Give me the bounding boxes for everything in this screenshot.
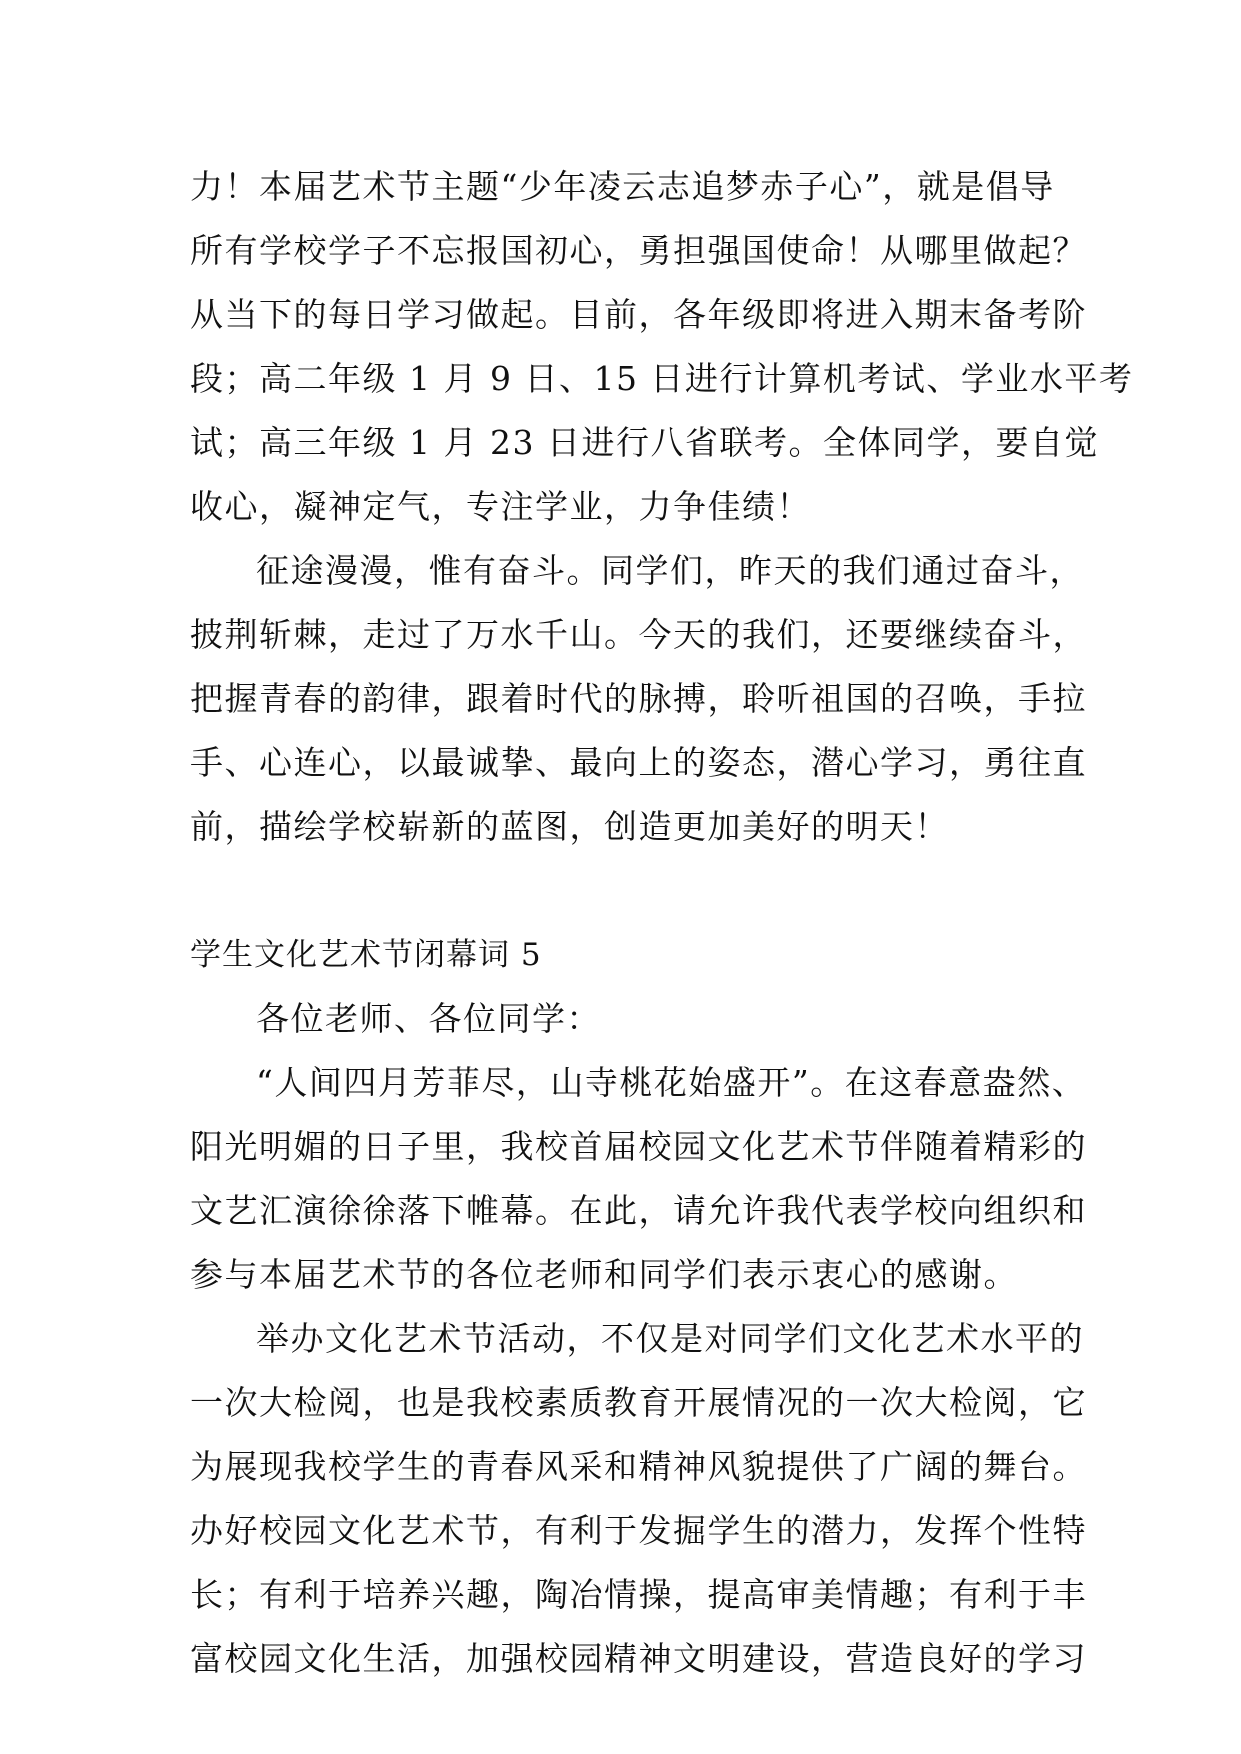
text-line: 一次大检阅，也是我校素质教育开展情况的一次大检阅，它 (190, 1383, 1087, 1422)
text-line: 为展现我校学生的青春风采和精神风貌提供了广阔的舞台。 (190, 1447, 1087, 1486)
paragraph-body (190, 1307, 1087, 1691)
text-line: 段；高二年级 1 月 9 日、15 日进行计算机考试、学业水平考 (190, 359, 1134, 398)
section-heading: 学生文化艺术节闭幕词 5 (190, 937, 542, 973)
text-line: 富校园文化生活，加强校园精神文明建设，营造良好的学习 (190, 1639, 1087, 1678)
text-line: 阳光明媚的日子里，我校首届校园文化艺术节伴随着精彩的 (190, 1127, 1087, 1166)
text-line: “人间四月芳菲尽，山寺桃花始盛开”。在这春意盎然、 (256, 1063, 1087, 1102)
text-line: 试；高三年级 1 月 23 日进行八省联考。全体同学，要自觉 (190, 423, 1099, 462)
text-line: 所有学校学子不忘报国初心，勇担强国使命！从哪里做起？ (190, 231, 1087, 270)
paragraph-continuation (190, 155, 1134, 539)
text-line: 把握青春的韵律，跟着时代的脉搏，聆听祖国的召唤，手拉 (190, 679, 1087, 718)
paragraph-closing (190, 539, 1087, 859)
text-line: 从当下的每日学习做起。目前，各年级即将进入期末备考阶 (190, 295, 1087, 334)
paragraph-opening (190, 1051, 1087, 1307)
document-page (190, 155, 1134, 1691)
text-line: 办好校园文化艺术节，有利于发掘学生的潜力，发挥个性特 (190, 1511, 1087, 1550)
text-line: 披荆斩棘，走过了万水千山。今天的我们，还要继续奋斗， (190, 615, 1087, 654)
text-line: 收心，凝神定气，专注学业，力争佳绩！ (190, 487, 811, 526)
greeting: 各位老师、各位同学： (256, 999, 601, 1038)
text-line: 征途漫漫，惟有奋斗。同学们，昨天的我们通过奋斗， (256, 551, 1084, 590)
text-line: 举办文化艺术节活动，不仅是对同学们文化艺术水平的 (256, 1319, 1084, 1358)
text-line: 长；有利于培养兴趣，陶冶情操，提高审美情趣；有利于丰 (190, 1575, 1087, 1614)
text-line: 参与本届艺术节的各位老师和同学们表示衷心的感谢。 (190, 1255, 1018, 1294)
section-spacer (190, 859, 1070, 923)
text-line: 文艺汇演徐徐落下帷幕。在此，请允许我代表学校向组织和 (190, 1191, 1087, 1230)
text-line: 前，描绘学校崭新的蓝图，创造更加美好的明天！ (190, 807, 949, 846)
text-line: 力！本届艺术节主题“少年凌云志追梦赤子心”，就是倡导 (190, 167, 1055, 206)
text-line: 手、心连心，以最诚挚、最向上的姿态，潜心学习，勇往直 (190, 743, 1087, 782)
